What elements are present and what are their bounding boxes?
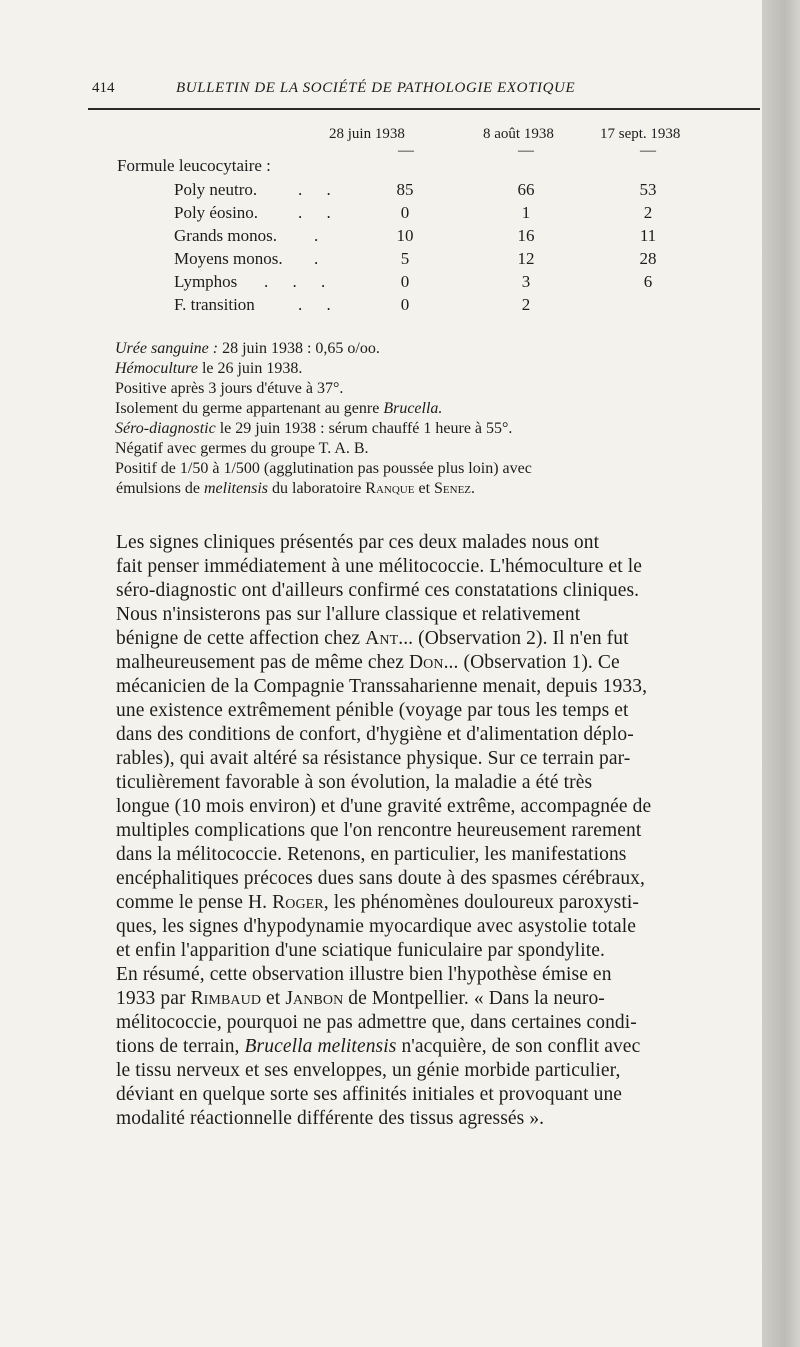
row-dots: . .: [298, 203, 341, 222]
body-line: malheureusement pas de même chez Don... (Observation 1). Ce: [116, 652, 620, 673]
lab-sero-diagnostic: Séro-diagnostic le 29 juin 1938 : sérum chauffé 1 heure à 55°.: [115, 420, 513, 437]
column-dash-2: —: [518, 142, 534, 159]
body-line: dans la mélitococcie. Retenons, en particulier, les manifestations: [116, 844, 627, 865]
row-label: Moyens monos.: [174, 249, 283, 268]
lab-positif-line2: émulsions de melitensis du laboratoire Ranque et Senez.: [116, 480, 476, 497]
lab-hemoculture: Hémoculture le 26 juin 1938.: [115, 360, 303, 377]
page-number: 414: [92, 80, 115, 96]
row-label: Poly éosino.: [174, 203, 259, 222]
cell-value: 5: [400, 249, 410, 268]
cell-value: 2: [521, 295, 531, 314]
cell-value: 0: [400, 295, 410, 314]
body-line: En résumé, cette observation illustre bien l'hypothèse émise en: [116, 964, 612, 985]
body-line: déviant en quelque sorte ses affinités initiales et provoquant une: [116, 1084, 623, 1105]
body-line: mélitococcie, pourquoi ne pas admettre que, dans certaines condi-: [116, 1012, 637, 1033]
body-line: longue (10 mois environ) et d'une gravité extrême, accompagnée de: [116, 796, 652, 817]
body-line: et enfin l'apparition d'une sciatique funiculaire par spondylite.: [116, 940, 605, 961]
running-title: BULLETIN DE LA SOCIÉTÉ DE PATHOLOGIE EXOTIQUE: [176, 80, 576, 96]
column-dash-3: —: [640, 142, 656, 159]
cell-value: 11: [639, 226, 657, 245]
body-line: fait penser immédiatement à une mélitococcie. L'hémoculture et le: [116, 556, 643, 577]
row-dots: . . .: [264, 272, 336, 291]
body-line: Les signes cliniques présentés par ces deux malades nous ont: [116, 532, 600, 553]
column-header-2: 8 août 1938: [483, 126, 554, 142]
row-dots: . .: [298, 180, 341, 199]
body-line: séro-diagnostic ont d'ailleurs confirmé ces constatations cliniques.: [116, 580, 640, 601]
cell-value: 66: [517, 180, 535, 199]
cell-value: 0: [400, 203, 410, 222]
page-header: [0, 80, 762, 104]
row-dots: .: [314, 249, 329, 268]
body-line: une existence extrêmement pénible (voyage par tous les temps et: [116, 700, 629, 721]
table-title: Formule leucocytaire :: [117, 156, 271, 175]
cell-value: 3: [521, 272, 531, 291]
lab-negatif: Négatif avec germes du groupe T. A. B.: [115, 440, 369, 457]
cell-value: 12: [517, 249, 535, 268]
column-header-1: 28 juin 1938: [329, 126, 405, 142]
row-label: Poly neutro.: [174, 180, 258, 199]
lab-positive: Positive après 3 jours d'étuve à 37°.: [115, 380, 344, 397]
cell-value: 10: [396, 226, 414, 245]
column-header-3: 17 sept. 1938: [600, 126, 681, 142]
row-label: F. transition: [174, 295, 255, 314]
body-line: comme le pense H. Roger, les phénomènes douloureux paroxysti-: [116, 892, 639, 913]
body-line: rables), qui avait altéré sa résistance physique. Sur ce terrain par-: [116, 748, 631, 769]
cell-value: 53: [639, 180, 657, 199]
body-line: Nous n'insisterons pas sur l'allure classique et relativement: [116, 604, 581, 625]
lab-uree: Urée sanguine : 28 juin 1938 : 0,65 o/oo.: [115, 340, 380, 357]
body-line: ticulièrement favorable à son évolution, la maladie a été très: [116, 772, 593, 793]
header-rule: [88, 108, 760, 110]
row-dots: . .: [298, 295, 341, 314]
column-dash-1: —: [398, 142, 414, 159]
body-line: ques, les signes d'hypodynamie myocardique avec asystolie totale: [116, 916, 637, 937]
body-line: encéphalitiques précoces dues sans doute à des spasmes cérébraux,: [116, 868, 646, 889]
cell-value: 1: [521, 203, 531, 222]
cell-value: 2: [643, 203, 653, 222]
body-line: 1933 par Rimbaud et Janbon de Montpellier. « Dans la neuro-: [116, 988, 605, 1009]
cell-value: 6: [643, 272, 653, 291]
body-line: bénigne de cette affection chez Ant... (Observation 2). Il n'en fut: [116, 628, 629, 649]
row-dots: .: [314, 226, 329, 245]
body-line: mécanicien de la Compagnie Transsaharienne menait, depuis 1933,: [116, 676, 648, 697]
body-line: dans des conditions de confort, d'hygiène et d'alimentation déplo-: [116, 724, 634, 745]
body-line: modalité réactionnelle différente des tissus agressés ».: [116, 1108, 545, 1129]
lab-isolement: Isolement du germe appartenant au genre Brucella.: [115, 400, 443, 417]
row-label: Grands monos.: [174, 226, 277, 245]
body-line: le tissu nerveux et ses enveloppes, un génie morbide particulier,: [116, 1060, 621, 1081]
page-edge: [762, 0, 800, 1347]
cell-value: 85: [396, 180, 414, 199]
body-line: multiples complications que l'on rencontre heureusement rarement: [116, 820, 642, 841]
body-line: tions de terrain, Brucella melitensis n'acquière, de son conflit avec: [116, 1036, 641, 1057]
cell-value: 0: [400, 272, 410, 291]
cell-value: 16: [517, 226, 535, 245]
cell-value: 28: [639, 249, 657, 268]
row-label: Lymphos: [174, 272, 238, 291]
lab-positif-line1: Positif de 1/50 à 1/500 (agglutination pas poussée plus loin) avec: [115, 460, 532, 477]
